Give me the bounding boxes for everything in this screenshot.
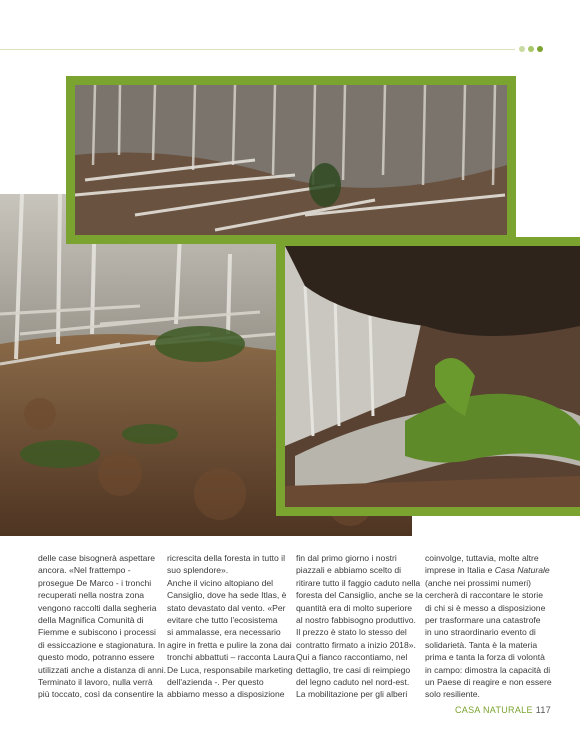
dot-1: [519, 46, 525, 52]
text-column-3: [296, 552, 426, 701]
col2-line: evitare che tutto l'ecosistema: [167, 615, 278, 626]
header-dots: [519, 46, 543, 52]
col4-line: (anche nei prossimi numeri): [425, 577, 532, 588]
col2-line: Cansiglio, dove ha sede Itlas, è: [167, 590, 287, 601]
col4-line: cercherà di raccontare le storie: [425, 590, 543, 601]
col3-line: Il prezzo è stato lo stesso del: [296, 627, 407, 638]
col2-line: tronchi abbattuti – racconta Laura: [167, 652, 296, 663]
page-number: 117: [535, 705, 552, 715]
photo-top: [66, 76, 516, 244]
forest-windfall-photo-icon: [75, 85, 507, 235]
photo-right: [276, 237, 580, 516]
col4-line: coinvolge, tuttavia, molte altre: [425, 553, 539, 563]
col2-line: si ammalasse, era necessario: [167, 627, 281, 638]
col2-line: Anche il vicino altopiano del: [167, 577, 274, 588]
col1-line: della Magnifica Comunità di: [38, 615, 144, 626]
col1-line: prosegue De Marco - i tronchi: [38, 577, 152, 588]
col4-line: per trasformare una catastrofe: [425, 615, 541, 626]
col2-line: De Luca, responsabile marketing: [167, 664, 293, 675]
dot-2: [528, 46, 534, 52]
col4-line: prima e tanta la forza di volontà: [425, 652, 545, 663]
col1-line: Fiemme e subiscono i processi: [38, 627, 156, 638]
col4-line: in campo: dimostra la capacità di: [425, 664, 551, 675]
col1-line: delle case bisognerà aspettare: [38, 553, 156, 563]
col4-line: [425, 564, 557, 576]
col3-line: fin dal primo giorno i nostri: [296, 553, 397, 563]
col4-line: solidarietà. Tanta è la materia: [425, 639, 538, 650]
col3-line: dettaglio, tre casi di reimpiego: [296, 664, 411, 675]
text-column-1: [38, 552, 168, 701]
text-column-4: [425, 552, 557, 701]
col1-line: vengono raccolti dalla segheria: [38, 602, 157, 613]
page-footer: [455, 705, 551, 715]
magazine-name-inline: Casa Naturale: [494, 565, 550, 576]
text-column-2: [167, 552, 297, 701]
col3-line: piazzali e abbiamo scelto di: [296, 565, 402, 576]
col3-line: del legno caduto nel nord-est.: [296, 677, 410, 688]
col3-line: ritirare tutto il faggio caduto nella: [296, 577, 421, 588]
col4-line: solo resiliente.: [425, 689, 480, 700]
col1-line: recuperati nella nostra zona: [38, 590, 145, 601]
col2-line: dell'azienda -. Per questo: [167, 677, 264, 688]
col1-line: questo modo, potranno essere: [38, 652, 155, 663]
photo-top-image: [75, 85, 507, 235]
col1-line: di essiccazione e stagionatura. In: [38, 639, 166, 650]
col3-line: La mobilitazione per gli alberi: [296, 689, 408, 700]
col1-line: Terminato il lavoro, nulla verrà: [38, 677, 153, 688]
col1-line: ancora. «Nel frattempo -: [38, 565, 131, 576]
col4-text: imprese in Italia e: [425, 565, 495, 576]
magazine-name: CASA NATURALE: [455, 705, 533, 715]
col2-line: stato devastato dal vento. «Per: [167, 602, 286, 613]
col3-line: Qui a fianco raccontiamo, nel: [296, 652, 408, 663]
mossy-uprooted-trunk-photo-icon: [285, 246, 580, 507]
col2-line: ricrescita della foresta in tutto il: [167, 553, 285, 563]
col2-line: agire in fretta e pulire la zona dai: [167, 639, 292, 650]
header-rule: [0, 49, 515, 50]
col4-line: in uno straordinario evento di: [425, 627, 536, 638]
col3-line: foresta del Cansiglio, anche se la: [296, 590, 423, 601]
col3-line: quantità era di molto superiore: [296, 602, 413, 613]
col2-line: suo splendore».: [167, 565, 229, 576]
col1-line: utilizzati anche a distanza di anni.: [38, 664, 167, 675]
col2-line: abbiamo messo a disposizione: [167, 689, 285, 700]
col4-line: di chi si è messo a disposizione: [425, 602, 546, 613]
col3-line: contratto firmato a inizio 2018».: [296, 639, 416, 650]
col4-line: un Paese di reagire e non essere: [425, 677, 552, 688]
col1-line: più toccato, così da consentire la: [38, 689, 164, 700]
dot-3: [537, 46, 543, 52]
col3-line: al nostro fabbisogno produttivo.: [296, 615, 416, 626]
photo-right-image: [285, 246, 580, 507]
